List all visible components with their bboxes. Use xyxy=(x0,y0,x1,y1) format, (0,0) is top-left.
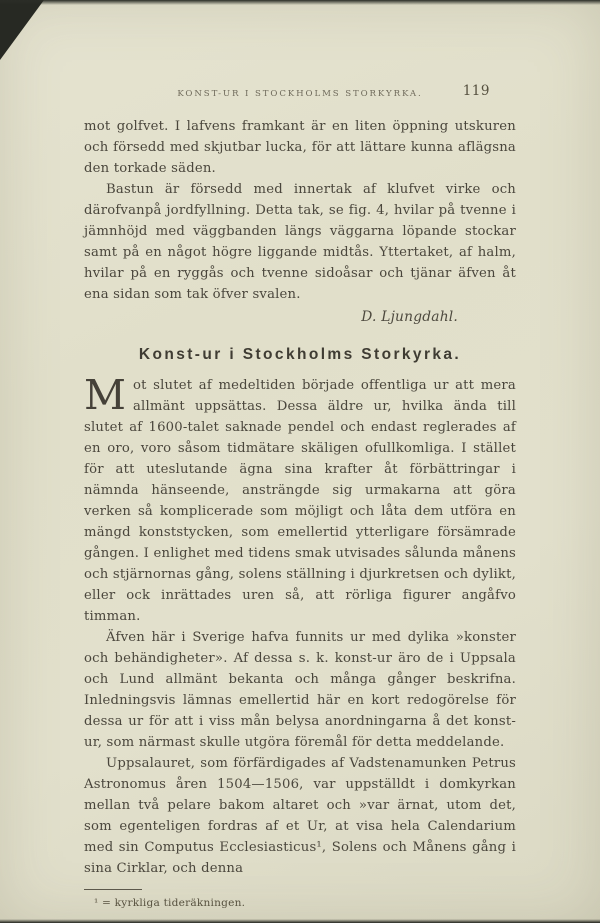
scan-bottom-edge xyxy=(0,919,600,923)
paragraph-continuation: mot golfvet. I lafvens framkant är en liten öppning utskuren och försedd med skjutbar lucka, för att lättare kunna aflägsna den torkade säden. xyxy=(84,119,516,176)
footnote-text: ¹ = kyrkliga tideräkningen. xyxy=(94,897,246,909)
page-number: 119 xyxy=(462,83,490,99)
scan-corner-shadow xyxy=(0,0,44,60)
paragraph-bastun: Bastun är försedd med innertak af klufvet virke och därofvanpå jordfyllning. Detta tak, se fig. 4, hvilar på tvenne i jämnhöjd med väggbanden längs väggarna löpande stockar samt på en något högre liggande midtås. Yttertaket, af halm, hvilar på en ryggås och tvenne sidoåsar och tjänar äfven åt ena sidan som tak öfver svalen. xyxy=(84,182,516,302)
article-title: Konst-ur i Stockholms Storkyrka. xyxy=(138,346,462,363)
author-signature: D. Ljungdahl. xyxy=(361,309,458,325)
paragraph-lead-text: ot slutet af medeltiden började offentliga ur att mera allmänt uppsättas. Dessa äldre ur, hvilka ända till slutet af 1600-talet saknade pendel och endast reglerades af en oro, voro såsom tidmätare skäligen ofullkomliga. I stället för att uteslutande ägna sina krafter åt förbättringar i nämnda hänseende, ansträngde sig urmakarna att göra verken så komplicerade som möjligt och låta dem utföra en mängd konststycken, som emellertid ytterligare försämrade gången. I enlighet med tidens smak utvisades sålunda månens och stjärnornas gång, solens ställning i djurkretsen och dylikt, eller ock inrättades uren så, att rörliga figurer angåfvo timman. xyxy=(84,378,516,624)
page-text-block xyxy=(84,83,516,910)
drop-cap: M xyxy=(84,371,126,419)
footnote-divider xyxy=(84,889,142,890)
paragraph-lead xyxy=(84,371,516,627)
paragraph-uppsalauret: Uppsalauret, som förfärdigades af Vadstenamunken Petrus Astronomus åren 1504—1506, var uppställdt i domkyrkan mellan två pelare bakom altaret och »var ärnat, utom det, som egenteligen fordras af et Ur, at visa hela Calendarium med sin Computus Ecclesiasticus¹, Solens och Månens gång i sina Cirklar, och denna xyxy=(84,756,516,876)
running-header-title: KONST-UR I STOCKHOLMS STORKYRKA. xyxy=(177,89,423,99)
paragraph-sverige: Äfven här i Sverige hafva funnits ur med dylika »konster och behändigheter». Af dessa s. k. konst-ur äro de i Uppsala och Lund allmänt bekanta och många gånger beskrifna. Inledningsvis lämnas emellertid här en kort redogörelse för dessa ur för att i viss mån belysa anordningarna å det konst-ur, som närmast skulle utgöra föremål för detta meddelande. xyxy=(84,630,516,750)
footnote-block xyxy=(84,889,516,910)
running-header xyxy=(84,83,516,102)
scan-top-edge xyxy=(0,0,600,5)
